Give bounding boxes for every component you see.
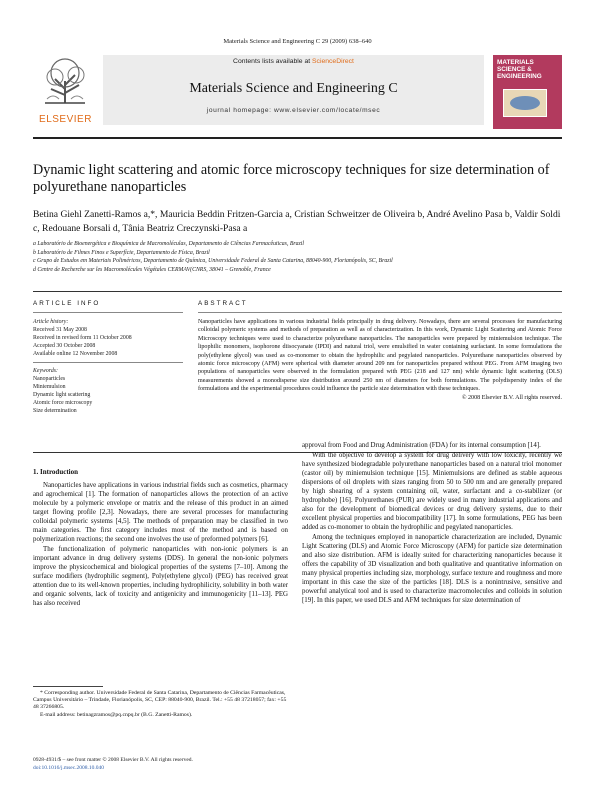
issn-line: 0928-4931/$ – see front matter © 2008 Elsevier B.V. All rights reserved.: [33, 757, 193, 763]
body-paragraph: The functionalization of polymeric nanoparticles with non-ionic polymers is an important advance in drug delivery systems (DDS). In general the non-ionic polymers improve the physicochemical and biological properties of the systems [7–10]. Among the surface modifiers (hydrophilic segment), Poly(ethylene glycol) (PEG) has received great attention due to its well-known properties, including hydrophilicity, solubility in both water and organic solvents, lack of toxicity and antigenicity and immunogenicity [11–13]. PEG has also received: [33, 545, 288, 607]
elsevier-wordmark: ELSEVIER: [39, 114, 92, 125]
abstract-body: [198, 318, 562, 402]
cover-title: MATERIALS SCIENCE & ENGINEERING: [497, 59, 542, 80]
body-paragraph: Nanoparticles have applications in various industrial fields such as cosmetics, pharmacy and agrochemical [1]. The formation of nanoparticles allows the protection of an active molecule by a polymeric envelope or matrix and the release of this product in an aimed target flowing profile [2,3]. Nowadays, there are several processes for manufacturing colloidal polymeric systems [4,5]. The methods of preparation may be classified in two main categories. The first category includes most of the method and is based on polymerization reactions; the second one involves the use of preformed polymers [6].: [33, 481, 288, 543]
body-right-column: [302, 442, 562, 607]
author-list: Betina Giehl Zanetti-Ramos a,*, Mauricia Beddin Fritzen-Garcia a, Cristian Schweitzer de Oliveira b, André Avelino Pasa b, Valdir Soldi c, Redouane Borsali d, Tânia Beatriz Creczynski-Pasa a: [33, 209, 561, 234]
section-heading-introduction: 1. Introduction: [33, 468, 78, 476]
keyword-item: Size determination: [33, 408, 77, 414]
journal-cover-thumbnail: [493, 55, 562, 129]
footnote-rule: [33, 686, 103, 687]
abstract-text: Nanoparticles have applications in various industrial fields principally in drug delivery. Nowadays, there are several processes for manufacturing colloidal polymeric systems and methods of preparation as well as of characterization. In this work, Dynamic Light Scattering and Atomic Force Microscopy techniques were used to characterize polyurethane nanoparticles. The nanoparticles were prepared by miniemulsion technique. The lipophilic monomers, isophorone diisocyanate (IPDI) and natural triol, were emulsified in water containing surfactant. In some formulations the poly(ethylene glycol) was used as co-monomer to obtain the hydrophilic and pegylated nanoparticles. Polyurethane nanoparticles observed by atomic force microscopy (AFM) were spherical with diameter around 209 nm for nanoparticles prepared without PEG. From AFM imaging two populations of nanoparticles were observed in the formulation prepared with PEG (218 and 127 nm) while dynamic light scattering (DLS) measurements showed a monodisperse size distribution around 250 nm of diameters for both formulations. The polydispersity index of the formulations and the experimental procedures could influence the particle size determination with these techniques.: [198, 319, 562, 393]
keyword-item: Miniemulsion: [33, 384, 66, 390]
affiliation-c: c Grupo de Estudos em Materiais Poliméricos, Departamento de Química, Universidade Federal de Santa Catarina, 88040-900, Florianópolis, SC, Brazil: [33, 258, 393, 265]
article-info: [33, 318, 183, 415]
footnote-text: * Corresponding author. Universidade Federal de Santa Catarina, Departamento de Ciências Farmacêuticas, Campus Universitário – Trindade, Florianópolis, SC, CEP: 88040-900, Brazil. Tel.: +55 48 37218057; fax: +55 48 37266805.: [33, 690, 287, 711]
cover-image: [503, 89, 547, 117]
history-label: Article history:: [33, 319, 69, 325]
publication-info: [33, 757, 288, 772]
keywords-rule: [33, 362, 183, 363]
contents-line: [103, 58, 484, 65]
history-revised: Received in revised form 11 October 2008: [33, 335, 132, 341]
affiliation-d: d Centre de Recherche sur les Macromolécules Végétales CERMAV(CNRS, 38041 – Grenoble, France: [33, 266, 271, 273]
abstract-rule: [198, 312, 562, 313]
masthead-center: [103, 55, 484, 125]
elsevier-logo: [33, 55, 98, 125]
keyword-item: Dynamic light scattering: [33, 392, 91, 398]
history-online: Available online 12 November 2008: [33, 351, 118, 357]
journal-reference: Materials Science and Engineering C 29 (2009) 638–640: [223, 38, 372, 45]
masthead-rule: [33, 137, 562, 139]
body-paragraph: approval from Food and Drug Administration (FDA) for its internal consumption [14].: [302, 442, 541, 449]
history-accepted: Accepted 30 October 2008: [33, 343, 96, 349]
elsevier-tree-icon: [39, 55, 91, 107]
affiliation-a: a Laboratório de Bioenergética e Bioquímica de Macromoléculas, Departamento de Ciências Farmacêuticas, Brazil: [33, 241, 305, 247]
body-left-column: [33, 468, 288, 610]
copyright-line: © 2008 Elsevier B.V. All rights reserved.: [461, 394, 562, 401]
body-paragraph: With the objective to develop a system for drug delivery with low toxicity, recently we have synthesized biodegradable polyurethane nanoparticles based on a natural triol monomer (castor oil) by miniemulsion technique [15]. Miniemulsions are defined as stable aqueous dispersions of oil droplets with sizes ranging from 50 to 500 nm and are generally prepared by high shearing of a system containing oil, water, surfactant and a co-stabilizer (or hydrophobe) [16]. Polyurethanes (PUR) are widely used in many industrial applications and also for the development of biomedical devices or drug delivery systems, due to their excellent physical properties and biocompatibility [17]. In some formulations, PEG has been added as co-monomer to obtain the hydrophilic and pegylated nanoparticles.: [302, 452, 562, 531]
keyword-item: Nanoparticles: [33, 376, 66, 382]
affiliation-b: b Laboratório de Filmes Finos e Superfície, Departamento de Física, Brazil: [33, 249, 210, 256]
journal-masthead: [33, 55, 562, 133]
affiliations: [33, 240, 562, 274]
keyword-item: Atomic force microscopy: [33, 400, 93, 406]
journal-title: Materials Science and Engineering C: [189, 81, 398, 96]
doi-link[interactable]: doi:10.1016/j.msec.2008.10.040: [33, 764, 105, 771]
article-info-rule: [33, 312, 183, 313]
footnote-email[interactable]: E-mail address: betinagzramos@pq.cnpq.br (B.G. Zanetti-Ramos).: [40, 711, 193, 718]
body-paragraph: Among the techniques employed in nanoparticle characterization are included, Dynamic Light Scattering (DLS) and Atomic Force Microscopy (AFM) for particle size determination and also size distribution. AFM is ideally suited for characterizing nanoparticles because it offers the capability of 3D visualization and both qualitative and quantitative information on many physical properties including size, morphology, surface texture and roughness and more important in this case the size of the particles [18]. DLS is a nonintrusive, sensitive and powerful analytical tool and is used to characterize macromolecules and colloids in solution [19]. In this paper, we used DLS and AFM techniques for size determination of: [302, 534, 562, 604]
article-title: Dynamic light scattering and atomic force microscopy techniques for size determination of polyurethane nanoparticles: [33, 162, 550, 195]
contents-prefix: Contents lists available at: [233, 58, 313, 65]
keywords-label: Keywords:: [33, 368, 58, 374]
abstract-heading: ABSTRACT: [198, 300, 248, 307]
journal-homepage[interactable]: journal homepage: www.elsevier.com/locate/msec: [206, 107, 381, 114]
sciencedirect-link[interactable]: ScienceDirect: [312, 58, 354, 65]
corresponding-author-footnote: [33, 690, 288, 719]
history-received: Received 31 May 2008: [33, 327, 87, 333]
article-info-heading: ARTICLE INFO: [33, 300, 101, 307]
header-rule: [33, 291, 562, 292]
